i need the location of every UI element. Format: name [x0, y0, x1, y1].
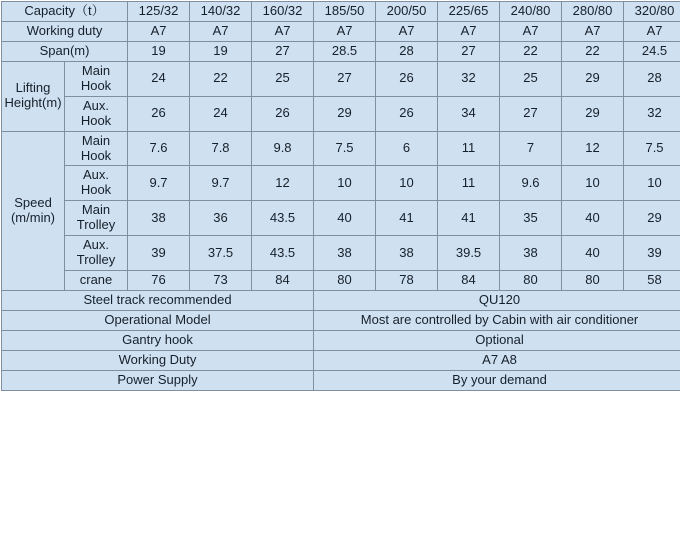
row-label-main-hook — [65, 61, 128, 96]
table-row-speed-main-trolley — [2, 201, 680, 236]
cell-value: 37.5 — [190, 236, 252, 271]
row-label-span: Span(m) — [2, 41, 128, 61]
cell-value: 26 — [376, 61, 438, 96]
cell-value: 43.5 — [252, 201, 314, 236]
row-label-line2: Trolley — [67, 218, 125, 233]
cell-value: 6 — [376, 131, 438, 166]
capacity-value: 200/50 — [376, 2, 438, 22]
cell-value: 27 — [500, 96, 562, 131]
table-row-power-supply — [2, 370, 680, 390]
cell-value: 27 — [438, 41, 500, 61]
cell-value: 36 — [190, 201, 252, 236]
cell-value: 10 — [376, 166, 438, 201]
cell-value: 40 — [562, 236, 624, 271]
row-value-gantry-hook: Optional — [314, 330, 680, 350]
cell-value: 39.5 — [438, 236, 500, 271]
group-label-lifting-height — [2, 61, 65, 131]
cell-value: 73 — [190, 271, 252, 291]
row-label-aux-hook — [65, 166, 128, 201]
cell-value: 32 — [624, 96, 680, 131]
cell-value: 43.5 — [252, 236, 314, 271]
group-label-line1: Lifting — [4, 81, 62, 96]
row-label-operational-model: Operational Model — [2, 310, 314, 330]
cell-value: 38 — [128, 201, 190, 236]
cell-value: 9.7 — [128, 166, 190, 201]
table-row-working-duty-footer — [2, 350, 680, 370]
cell-value: 9.7 — [190, 166, 252, 201]
cell-value: 84 — [438, 271, 500, 291]
cell-value: 40 — [314, 201, 376, 236]
table-row-span — [2, 41, 680, 61]
cell-value: 24 — [190, 96, 252, 131]
row-label-aux-hook — [65, 96, 128, 131]
cell-value: 19 — [190, 41, 252, 61]
cell-value: 38 — [500, 236, 562, 271]
row-label-line1: Main — [67, 64, 125, 79]
row-label-line1: Main — [67, 134, 125, 149]
cell-value: A7 — [500, 21, 562, 41]
row-value-steel-track: QU120 — [314, 291, 680, 311]
group-label-line2: Height(m) — [4, 96, 62, 111]
capacity-value: 240/80 — [500, 2, 562, 22]
group-label-line1: Speed — [4, 196, 62, 211]
table-row-speed-crane — [2, 271, 680, 291]
row-label-line1: Aux. — [67, 99, 125, 114]
capacity-value: 320/80 — [624, 2, 680, 22]
row-label-steel-track: Steel track recommended — [2, 291, 314, 311]
row-label-line2: Hook — [67, 114, 125, 129]
group-label-speed — [2, 131, 65, 290]
cell-value: A7 — [624, 21, 680, 41]
cell-value: 39 — [624, 236, 680, 271]
row-label-line1: Main — [67, 203, 125, 218]
table-row-lifting-aux-hook — [2, 96, 680, 131]
cell-value: 7.5 — [624, 131, 680, 166]
cell-value: 38 — [314, 236, 376, 271]
cell-value: 84 — [252, 271, 314, 291]
capacity-value: 185/50 — [314, 2, 376, 22]
cell-value: 29 — [624, 201, 680, 236]
cell-value: 10 — [314, 166, 376, 201]
cell-value: 22 — [500, 41, 562, 61]
table-row-speed-main-hook — [2, 131, 680, 166]
cell-value: 28 — [376, 41, 438, 61]
cell-value: 80 — [500, 271, 562, 291]
row-label-working-duty: Working duty — [2, 21, 128, 41]
table-row-steel-track — [2, 291, 680, 311]
cell-value: 28.5 — [314, 41, 376, 61]
row-value-operational-model: Most are controlled by Cabin with air conditioner — [314, 310, 680, 330]
cell-value: A7 — [314, 21, 376, 41]
cell-value: A7 — [190, 21, 252, 41]
cell-value: 38 — [376, 236, 438, 271]
capacity-value: 140/32 — [190, 2, 252, 22]
cell-value: 11 — [438, 166, 500, 201]
cell-value: 34 — [438, 96, 500, 131]
cell-value: 19 — [128, 41, 190, 61]
cell-value: 10 — [562, 166, 624, 201]
cell-value: A7 — [562, 21, 624, 41]
row-label-power-supply: Power Supply — [2, 370, 314, 390]
cell-value: 27 — [314, 61, 376, 96]
cell-value: 40 — [562, 201, 624, 236]
cell-value: 26 — [128, 96, 190, 131]
cell-value: 78 — [376, 271, 438, 291]
capacity-value: 125/32 — [128, 2, 190, 22]
group-label-line2: (m/min) — [4, 211, 62, 226]
cell-value: 9.8 — [252, 131, 314, 166]
row-label-working-duty-footer: Working Duty — [2, 350, 314, 370]
cell-value: 41 — [438, 201, 500, 236]
cell-value: 24.5 — [624, 41, 680, 61]
row-label-crane: crane — [65, 271, 128, 291]
cell-value: 28 — [624, 61, 680, 96]
row-label-line1: Aux. — [67, 238, 125, 253]
cell-value: 35 — [500, 201, 562, 236]
cell-value: 7.8 — [190, 131, 252, 166]
capacity-value: 225/65 — [438, 2, 500, 22]
cell-value: 7 — [500, 131, 562, 166]
cell-value: A7 — [376, 21, 438, 41]
cell-value: 22 — [190, 61, 252, 96]
cell-value: 12 — [562, 131, 624, 166]
row-label-line1: Aux. — [67, 168, 125, 183]
cell-value: 25 — [252, 61, 314, 96]
cell-value: 29 — [562, 61, 624, 96]
table-row-lifting-main-hook — [2, 61, 680, 96]
capacity-value: 160/32 — [252, 2, 314, 22]
cell-value: 26 — [376, 96, 438, 131]
cell-value: 29 — [562, 96, 624, 131]
cell-value: 9.6 — [500, 166, 562, 201]
capacity-header: Capacity（t） — [2, 2, 128, 22]
row-label-aux-trolley — [65, 236, 128, 271]
cell-value: 41 — [376, 201, 438, 236]
cell-value: 29 — [314, 96, 376, 131]
row-label-line2: Hook — [67, 183, 125, 198]
row-label-main-trolley — [65, 201, 128, 236]
row-label-line2: Hook — [67, 79, 125, 94]
capacity-value: 280/80 — [562, 2, 624, 22]
cell-value: 22 — [562, 41, 624, 61]
cell-value: 7.5 — [314, 131, 376, 166]
row-label-line2: Hook — [67, 149, 125, 164]
row-label-main-hook — [65, 131, 128, 166]
crane-specification-table — [1, 1, 680, 391]
cell-value: 25 — [500, 61, 562, 96]
cell-value: 32 — [438, 61, 500, 96]
cell-value: 80 — [562, 271, 624, 291]
table-row-operational-model — [2, 310, 680, 330]
cell-value: A7 — [438, 21, 500, 41]
cell-value: 39 — [128, 236, 190, 271]
cell-value: 27 — [252, 41, 314, 61]
row-label-gantry-hook: Gantry hook — [2, 330, 314, 350]
table-row-working-duty — [2, 21, 680, 41]
cell-value: 10 — [624, 166, 680, 201]
cell-value: 76 — [128, 271, 190, 291]
cell-value: 26 — [252, 96, 314, 131]
row-value-working-duty-footer: A7 A8 — [314, 350, 680, 370]
cell-value: 12 — [252, 166, 314, 201]
row-label-line2: Trolley — [67, 253, 125, 268]
cell-value: 58 — [624, 271, 680, 291]
table-row-speed-aux-hook — [2, 166, 680, 201]
cell-value: A7 — [128, 21, 190, 41]
cell-value: 11 — [438, 131, 500, 166]
table-row-speed-aux-trolley — [2, 236, 680, 271]
cell-value: 24 — [128, 61, 190, 96]
cell-value: 80 — [314, 271, 376, 291]
cell-value: 7.6 — [128, 131, 190, 166]
cell-value: A7 — [252, 21, 314, 41]
row-value-power-supply: By your demand — [314, 370, 680, 390]
table-row-capacity — [2, 2, 680, 22]
table-row-gantry-hook — [2, 330, 680, 350]
